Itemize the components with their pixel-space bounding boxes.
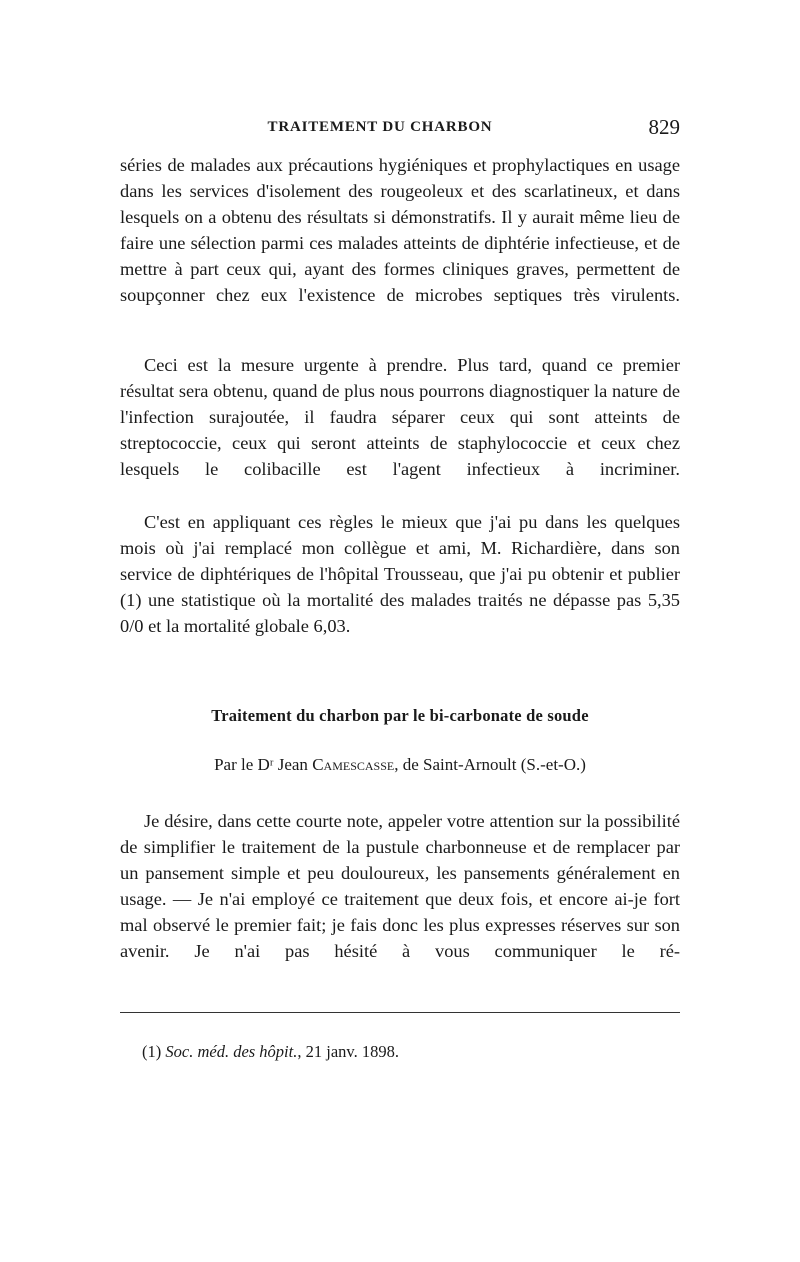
page-number: 829	[648, 115, 680, 139]
paragraph-treatment: Je désire, dans cette courte note, appeler votre attention sur la possibilité de simplifier le traitement de la pustule charbonneuse et de remplacer par un pansement simple et peu douloureux, les pansements généralement en usage. — Je n'ai employé ce traitement que deux fois, et encore ai-je fort mal observé le premier fait; je fais donc les plus expresses réserves sur son avenir. Je n'ai pas hésité à vous communiquer le ré-	[120, 811, 680, 962]
footnote	[142, 1042, 399, 1062]
byline	[120, 755, 680, 775]
byline-author: Camescasse	[312, 755, 395, 774]
paragraph-urgent-measure: Ceci est la mesure urgente à prendre. Plus tard, quand ce premier résultat sera obtenu, quand de plus nous pourrons diagnostiquer la nature de l'infection surajoutée, il faudra séparer ceux qui sont atteints de streptococcie, ceux qui seront atteints de staphylococcie et ceux chez lesquels le colibacille est l'agent infectieux à incriminer.	[120, 355, 680, 480]
paragraph-continuation: séries de malades aux précautions hygiéniques et prophylactiques en usage dans les services d'isolement des rougeoleux et des scarlatineux, et dans lesquels on a obtenu des résultats si démonstratifs. Il y aurait même lieu de faire une sélection parmi ces malades atteints de diphtérie infectieuse, et de mettre à part ceux qui, ayant des formes cliniques graves, permettent de soupçonner chez eux l'existence de microbes septiques très virulents.	[120, 155, 680, 306]
footnote-marker: (1)	[142, 1042, 162, 1061]
footnote-divider	[120, 1012, 680, 1013]
byline-prefix: Par le Dʳ Jean	[214, 755, 313, 774]
section-title: Traitement du charbon par le bi-carbonate de soude	[211, 706, 589, 725]
byline-suffix: , de Saint-Arnoult (S.-et-O.)	[394, 755, 586, 774]
paragraph-statistics: C'est en appliquant ces règles le mieux que j'ai pu dans les quelques mois où j'ai remplacé mon collègue et ami, M. Richardière, dans son service de diphtériques de l'hôpital Trousseau, que j'ai pu obtenir et publier (1) une statistique où la mortalité des malades traités ne dépasse pas 5,35 0/0 et la mortalité globale 6,03.	[120, 512, 680, 637]
running-head	[120, 117, 680, 141]
running-title: TRAITEMENT DU CHARBON	[267, 119, 493, 135]
footnote-date: , 21 janv. 1898.	[297, 1042, 399, 1061]
footnote-source: Soc. méd. des hôpit.	[165, 1042, 298, 1061]
